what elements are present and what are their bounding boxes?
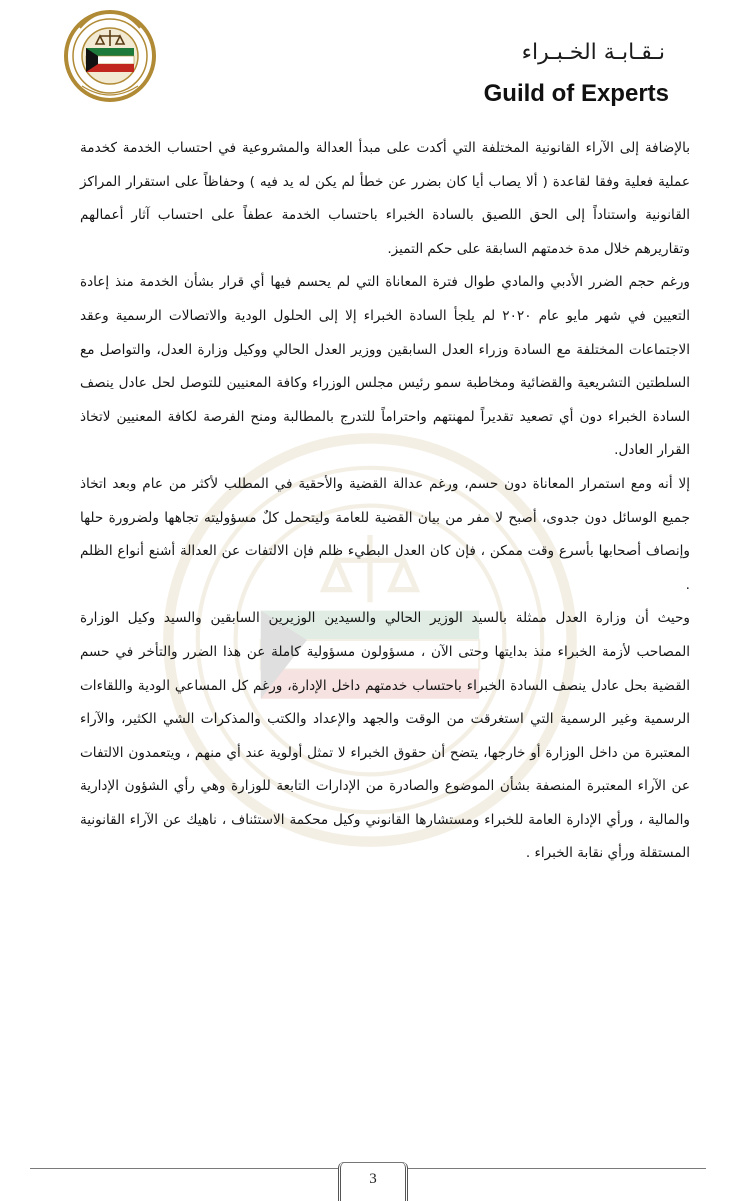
guild-logo bbox=[60, 0, 160, 118]
letter-body bbox=[80, 132, 690, 871]
paragraph-2: ورغم حجم الضرر الأدبي والمادي طوال فترة المعاناة التي لم يحسم فيها أي قرار بشأن الخدمة منذ إعادة التعيين في شهر مايو عام ٢٠٢٠ لم يلجأ السادة الخبراء إلا إلى الحلول الودية والاتصالات الرسمية وعقد الاجتماعات المختلفة مع السادة وزراء العدل السابقين ووزير العدل الحالي ووكيل وزارة العدل، والتواصل مع السلطتين التشريعية والقضائية ومخاطبة سمو رئيس مجلس الوزراء وكافة المعنيين للتوصل لحل عادل ينصف السادة الخبراء دون أي تصعيد تقديراً لمهنتهم واحتراماً للتدرج بالمطالبة ومنح الفرصة لكافة المعنيين لاتخاذ القرار العادل. bbox=[80, 274, 690, 459]
paragraph-1: بالإضافة إلى الآراء القانونية المختلفة التي أكدت على مبدأ العدالة والمشروعية في احتساب الخدمة كخدمة عملية فعلية وفقا لقاعدة ( ألا يصاب أيا كان بضرر عن خطأ لم يكن له يد فيه ) وحفاظاً على استقرار المراكز القانونية واستناداً إلى الحق اللصيق بالسادة الخبراء باحتساب الخدمة عطفاً على احتساب آثار أعمالهم وتقاريرهم خلال مدة خدمتهم السابقة على حكم التميز. bbox=[80, 140, 690, 257]
page-number-frame bbox=[338, 1162, 408, 1201]
org-name-english: Guild of Experts bbox=[483, 80, 669, 107]
paragraph-3: إلا أنه ومع استمرار المعاناة دون حسم، ورغم عدالة القضية والأحقية في المطلب لأكثر من عام وبعد اتخاذ جميع الوسائل دون جدوى، أصبح لا مفر من بيان القضية للعامة وليتحمل كلٌ مسؤوليته تجاهها ولضرورة حلها وإنصاف أصحابها بأسرع وقت ممكن ، فإن كان العدل البطيء ظلم فإن الالتفات عن العدالة أشنع أنواع الظلم . bbox=[80, 475, 690, 593]
paragraph-4: وحيث أن وزارة العدل ممثلة بالسيد الوزير الحالي والسيدين الوزيرين السابقين والسيد وكيل الوزارة المصاحب لأزمة الخبراء منذ بدايتها وحتى الآن ، مسؤولون مسؤولية كاملة عن هذا الضرر والتأخر في حسم القضية بحل عادل ينصف السادة الخبراء باحتساب خدمتهم داخل الإدارة، ورغم كل المساعي الودية واللقاءات الرسمية وغير الرسمية التي استغرقت من الوقت والجهد والإعداد والكتب والمذكرات الشي الكثير، والآراء المعتبرة من داخل الوزارة أو خارجها، يتضح أن حقوق الخبراء لا تمثل أولوية عند أي منهم ، ويتعمدون الالتفات عن الآراء المعتبرة المنصفة بشأن الموضوع والصادرة من الإدارات التابعة للوزارة وهي رأي الشؤون الإدارية والمالية ، ورأي الإدارة العامة للخبراء ومستشارها القانوني وكيل محكمة الاستئناف ، ناهيك عن الآراء القانونية المستقلة ورأي نقابة الخبراء . bbox=[80, 610, 690, 862]
org-name-arabic: نـقـابـة الخـبـراء bbox=[521, 40, 665, 65]
page-number: 3 bbox=[369, 1171, 377, 1187]
